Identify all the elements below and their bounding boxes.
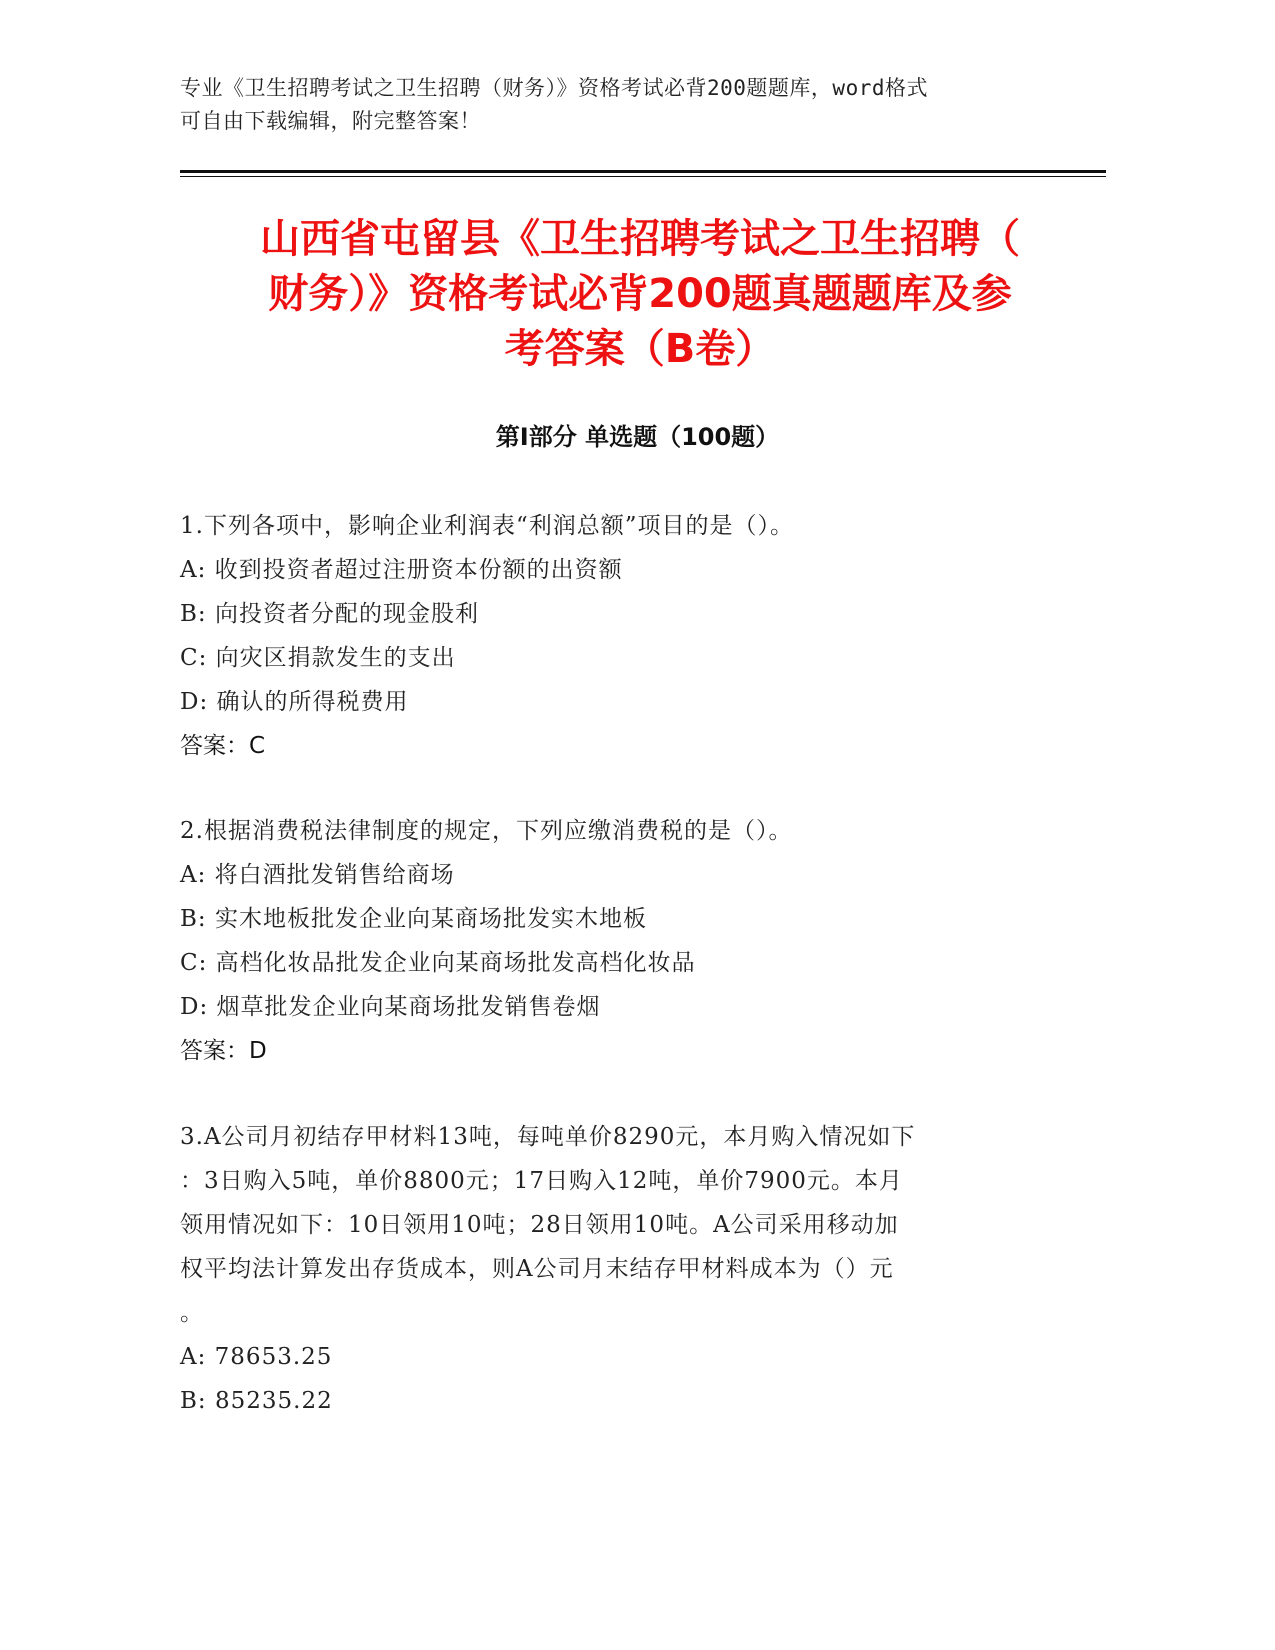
option-a: A: 78653.25: [180, 1344, 333, 1370]
option-d: D: 确认的所得税费用: [180, 689, 409, 715]
option-b: B: 85235.22: [180, 1388, 333, 1414]
option-a: A: 将白酒批发销售给商场: [180, 862, 455, 888]
option-c: C: 向灾区捐款发生的支出: [180, 645, 456, 671]
question-stem-line: 领用情况如下：10日领用10吨；28日领用10吨。A公司采用移动加: [180, 1212, 899, 1238]
question-stem-line: 权平均法计算发出存货成本，则A公司月末结存甲材料成本为（）元: [180, 1256, 894, 1282]
header-note-line: 专业《卫生招聘考试之卫生招聘（财务）》资格考试必背200题题库，word格式: [180, 76, 928, 100]
question-3: [180, 1115, 1060, 1423]
section-title: 第Ⅰ部分 单选题（100题）: [495, 423, 780, 451]
header-divider-thin: [180, 176, 1106, 177]
option-b: B: 实木地板批发企业向某商场批发实木地板: [180, 906, 647, 932]
question-2: [180, 809, 1060, 1073]
option-c: C: 高档化妆品批发企业向某商场批发高档化妆品: [180, 950, 696, 976]
question-1: [180, 504, 1060, 768]
title-line: 考答案（B卷）: [504, 326, 776, 372]
question-stem-line: 。: [180, 1300, 204, 1326]
header-note: [180, 72, 1060, 138]
question-stem: 1.下列各项中，影响企业利润表“利润总额”项目的是（）。: [180, 513, 794, 539]
answer: 答案：D: [180, 1038, 267, 1064]
option-b: B: 向投资者分配的现金股利: [180, 601, 479, 627]
answer: 答案：C: [180, 733, 266, 759]
title-line: 山西省屯留县《卫生招聘考试之卫生招聘（: [260, 216, 1020, 262]
header-divider-thick: [180, 170, 1106, 173]
document-title: [160, 212, 1120, 377]
title-line: 财务）》资格考试必背200题真题题库及参: [268, 271, 1012, 317]
question-stem-line: 3.A公司月初结存甲材料13吨，每吨单价8290元，本月购入情况如下: [180, 1124, 916, 1150]
header-note-line: 可自由下载编辑，附完整答案！: [180, 109, 481, 133]
option-a: A: 收到投资者超过注册资本份额的出资额: [180, 557, 623, 583]
question-stem: 2.根据消费税法律制度的规定，下列应缴消费税的是（）。: [180, 818, 793, 844]
option-d: D: 烟草批发企业向某商场批发销售卷烟: [180, 994, 601, 1020]
question-stem-line: ：3日购入5吨，单价8800元；17日购入12吨，单价7900元。本月: [180, 1168, 903, 1194]
